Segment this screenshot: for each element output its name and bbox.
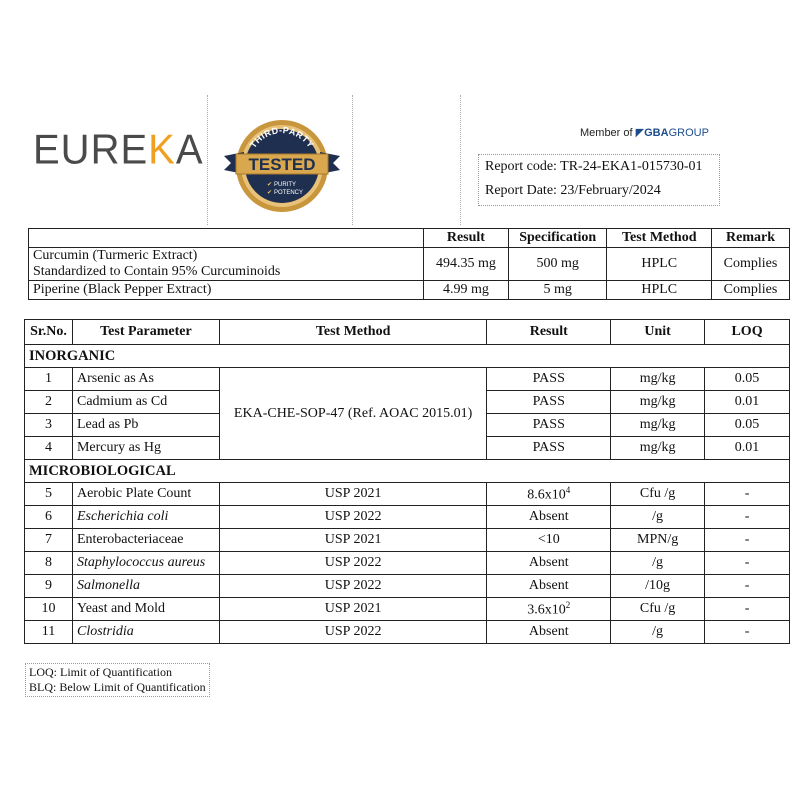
loq-cell: - — [705, 506, 790, 529]
report-info — [478, 154, 720, 206]
section-microbiological: MICROBIOLOGICAL — [25, 460, 790, 483]
method-cell: USP 2022 — [219, 575, 486, 598]
test-results-table — [24, 319, 790, 644]
method-cell: USP 2022 — [219, 552, 486, 575]
header-specification: Specification — [508, 229, 606, 248]
method-cell: USP 2022 — [219, 506, 486, 529]
loq-cell: - — [705, 575, 790, 598]
sr-no-cell: 6 — [25, 506, 73, 529]
svg-text:✔: ✔ — [267, 182, 273, 188]
header-test-method: Test Method — [219, 320, 486, 345]
divider — [207, 95, 208, 225]
unit-cell: mg/kg — [611, 391, 705, 414]
header-sr-no: Sr.No. — [25, 320, 73, 345]
result-cell: PASS — [487, 368, 611, 391]
header-unit: Unit — [611, 320, 705, 345]
unit-cell: /g — [611, 506, 705, 529]
report-date: Report Date: 23/February/2024 — [485, 183, 661, 198]
method-cell: HPLC — [607, 281, 712, 300]
unit-cell: mg/kg — [611, 414, 705, 437]
table-row — [25, 621, 790, 644]
inorganic-method-cell: EKA-CHE-SOP-47 (Ref. AOAC 2015.01) — [219, 368, 486, 460]
unit-cell: mg/kg — [611, 368, 705, 391]
sr-no-cell: 1 — [25, 368, 73, 391]
parameter-cell: Cadmium as Cd — [72, 391, 219, 414]
ingredient-standardization: Standardized to Contain 95% Curcuminoids — [33, 264, 281, 279]
loq-cell: - — [705, 621, 790, 644]
loq-cell: - — [705, 552, 790, 575]
result-cell: <10 — [487, 529, 611, 552]
sr-no-cell: 10 — [25, 598, 73, 621]
unit-cell: /g — [611, 552, 705, 575]
result-cell: Absent — [487, 575, 611, 598]
sr-no-cell: 9 — [25, 575, 73, 598]
parameter-cell: Escherichia coli — [72, 506, 219, 529]
header-remark: Remark — [712, 229, 790, 248]
unit-cell: /g — [611, 621, 705, 644]
parameter-cell: Clostridia — [72, 621, 219, 644]
result-cell: 4.99 mg — [423, 281, 508, 300]
parameter-cell: Mercury as Hg — [72, 437, 219, 460]
result-cell: 494.35 mg — [423, 248, 508, 281]
loq-cell: - — [705, 483, 790, 506]
method-cell: USP 2021 — [219, 598, 486, 621]
footnote-blq: BLQ: Below Limit of Quantification — [29, 680, 206, 694]
method-cell: HPLC — [607, 248, 712, 281]
ingredient-name: Curcumin (Turmeric Extract) — [33, 248, 198, 263]
header-result: Result — [423, 229, 508, 248]
table-row — [25, 575, 790, 598]
table-row — [25, 506, 790, 529]
header-test-parameter: Test Parameter — [72, 320, 219, 345]
sr-no-cell: 11 — [25, 621, 73, 644]
footnotes — [25, 663, 210, 697]
result-cell: Absent — [487, 552, 611, 575]
third-party-tested-seal — [222, 108, 342, 218]
parameter-cell: Lead as Pb — [72, 414, 219, 437]
method-cell: USP 2022 — [219, 621, 486, 644]
parameter-cell: Yeast and Mold — [72, 598, 219, 621]
eureka-logo: EUREKA — [33, 126, 204, 174]
parameter-cell: Staphylococcus aureus — [72, 552, 219, 575]
sr-no-cell: 5 — [25, 483, 73, 506]
unit-cell: MPN/g — [611, 529, 705, 552]
svg-text:✔: ✔ — [267, 190, 273, 196]
loq-cell: - — [705, 598, 790, 621]
result-cell: PASS — [487, 437, 611, 460]
table-row — [25, 598, 790, 621]
table-row — [25, 483, 790, 506]
divider — [352, 95, 353, 225]
divider — [460, 95, 461, 225]
spec-cell: 5 mg — [508, 281, 606, 300]
loq-cell: 0.05 — [705, 414, 790, 437]
result-cell: Absent — [487, 621, 611, 644]
table-row — [25, 529, 790, 552]
section-inorganic: INORGANIC — [25, 345, 790, 368]
parameter-cell: Enterobacteriaceae — [72, 529, 219, 552]
svg-text:TESTED: TESTED — [248, 155, 316, 174]
header-loq: LOQ — [705, 320, 790, 345]
loq-cell: 0.01 — [705, 391, 790, 414]
result-cell: PASS — [487, 414, 611, 437]
table-row — [25, 552, 790, 575]
method-cell: USP 2021 — [219, 483, 486, 506]
loq-cell: 0.01 — [705, 437, 790, 460]
sr-no-cell: 3 — [25, 414, 73, 437]
parameter-cell: Aerobic Plate Count — [72, 483, 219, 506]
parameter-cell: Arsenic as As — [72, 368, 219, 391]
sr-no-cell: 8 — [25, 552, 73, 575]
unit-cell: /10g — [611, 575, 705, 598]
gba-icon: ◤ — [635, 127, 645, 139]
unit-cell: Cfu /g — [611, 598, 705, 621]
remark-cell: Complies — [712, 248, 790, 281]
ingredient-name: Piperine (Black Pepper Extract) — [29, 281, 424, 300]
table-row — [29, 248, 790, 281]
header-result: Result — [487, 320, 611, 345]
spec-cell: 500 mg — [508, 248, 606, 281]
result-cell: $3.6x10^2$ — [487, 598, 611, 621]
parameter-cell: Salmonella — [72, 575, 219, 598]
loq-cell: - — [705, 529, 790, 552]
table-row — [25, 368, 790, 391]
table-row — [29, 281, 790, 300]
unit-cell: mg/kg — [611, 437, 705, 460]
header-test-method: Test Method — [607, 229, 712, 248]
svg-text:PURITY: PURITY — [274, 182, 297, 188]
report-code: Report code: TR-24-EKA1-015730-01 — [485, 159, 703, 174]
remark-cell: Complies — [712, 281, 790, 300]
result-cell: PASS — [487, 391, 611, 414]
loq-cell: 0.05 — [705, 368, 790, 391]
member-of-gba-group: Member of ◤GBAGROUP — [580, 127, 709, 139]
sr-no-cell: 2 — [25, 391, 73, 414]
sr-no-cell: 4 — [25, 437, 73, 460]
result-cell: $8.6x10^4$ — [487, 483, 611, 506]
method-cell: USP 2021 — [219, 529, 486, 552]
sr-no-cell: 7 — [25, 529, 73, 552]
footnote-loq: LOQ: Limit of Quantification — [29, 665, 172, 679]
result-cell: Absent — [487, 506, 611, 529]
unit-cell: Cfu /g — [611, 483, 705, 506]
svg-text:THIRD-PARTY: THIRD-PARTY — [247, 125, 317, 150]
svg-text:POTENCY: POTENCY — [274, 190, 304, 196]
assay-summary-table — [28, 228, 790, 300]
